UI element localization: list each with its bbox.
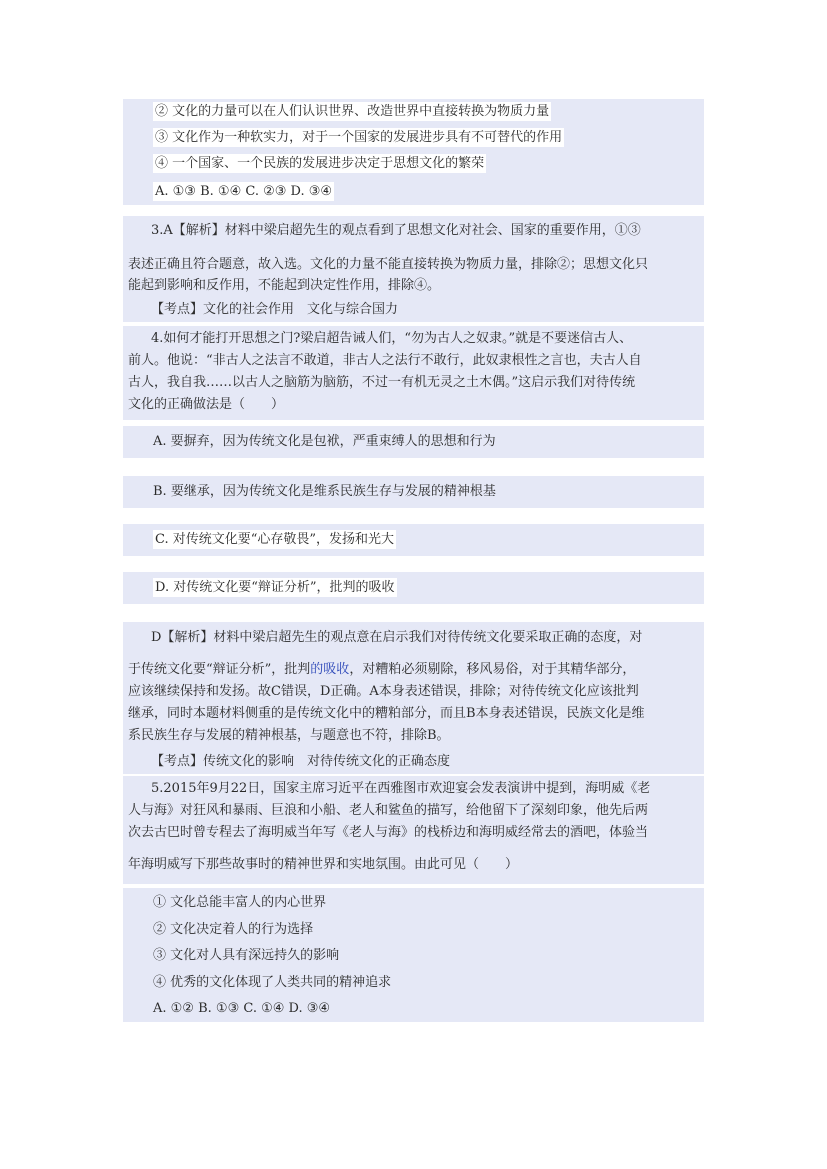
q5-stem-line: 次去古巴时曾专程去了海明威当年写《老人与海》的栈桥边和海明威经常去的酒吧，体验当 [128, 825, 649, 840]
answer-choices: A. ①③ B. ①④ C. ②③ D. ③④ [155, 184, 333, 199]
q4-stem-block [123, 326, 704, 420]
question-options-block [123, 99, 704, 205]
q4-analysis-text: 于传统文化要“辩证分析”，批判 [128, 662, 311, 677]
q5-stem-line: 年海明威写下那些故事时的精神世界和实地氛围。由此可见（ ） [128, 857, 519, 872]
q4-analysis-line: 继承，同时本题材料侧重的是传统文化中的糟粕部分，而且B本身表述错误，民族文化是维 [128, 706, 645, 721]
q5-option-4: ④ 优秀的文化体现了人类共同的精神追求 [153, 975, 392, 990]
q3-analysis-line: 能起到影响和反作用，不能起到决定性作用，排除④。 [128, 278, 441, 293]
q3-analysis-line: 表述正确且符合题意，故入选。文化的力量不能直接转换为物质力量，排除②；思想文化只 [128, 257, 649, 272]
q4-stem-line: 前人。他说：“非古人之法言不敢道，非古人之法行不敢行，此奴隶根性之言也，夫古人自 [128, 353, 642, 368]
q4-option-d-block [123, 572, 704, 604]
option-4: ④ 一个国家、一个民族的发展进步决定于思想文化的繁荣 [155, 156, 485, 171]
q4-analysis-link[interactable]: 的吸收 [310, 662, 350, 677]
q4-stem-line: 古人，我自我……以古人之脑筋为脑筋，不过一有机无灵之土木偶。”这启示我们对待传统 [128, 375, 636, 390]
q5-stem-line: 人与海》对狂风和暴雨、巨浪和小船、老人和鲨鱼的描写，给他留下了深刻印象，他先后两 [128, 803, 649, 818]
q4-analysis-line [128, 661, 704, 679]
q3-analysis-line: 3.A【解析】材料中梁启超先生的观点看到了思想文化对社会、国家的重要作用，①③ [151, 223, 641, 238]
q4-stem-line: 文化的正确做法是（ ） [128, 397, 285, 412]
q5-option-1: ① 文化总能丰富人的内心世界 [153, 895, 327, 910]
q4-stem-line: 4.如何才能打开思想之门?梁启超告诫人们，“勿为古人之奴隶。”就是不要迷信古人、 [151, 331, 633, 346]
q4-option-d: D. 对传统文化要“辩证分析”，批判的吸收 [155, 580, 395, 595]
q4-analysis-line: 系民族生存与发展的精神根基，与题意也不符，排除B。 [128, 728, 450, 743]
q4-kaodian: 【考点】传统文化的影响 对待传统文化的正确态度 [151, 754, 451, 769]
option-3: ③ 文化作为一种软实力，对于一个国家的发展进步具有不可替代的作用 [155, 130, 563, 145]
q4-analysis-text: ，对糟粕必须剔除，移风易俗，对于其精华部分， [349, 662, 636, 677]
q3-analysis-block [123, 216, 704, 322]
option-2: ② 文化的力量可以在人们认识世界、改造世界中直接转换为物质力量 [155, 104, 550, 119]
q5-stem-block [123, 776, 704, 884]
q3-kaodian: 【考点】文化的社会作用 文化与综合国力 [151, 302, 399, 317]
q4-analysis-line: 应该继续保持和发扬。故C错误，D正确。A本身表述错误，排除；对待传统文化应该批判 [128, 684, 639, 699]
q4-analysis-block [123, 622, 704, 774]
q5-option-3: ③ 文化对人具有深远持久的影响 [153, 948, 340, 963]
q4-option-b: B. 要继承，因为传统文化是维系民族生存与发展的精神根基 [153, 484, 496, 499]
q5-answer-choices: A. ①② B. ①③ C. ①④ D. ③④ [153, 1001, 331, 1016]
q5-option-2: ② 文化决定着人的行为选择 [153, 922, 314, 937]
q4-option-c: C. 对传统文化要“心存敬畏”，发扬和光大 [155, 532, 395, 547]
q4-option-a: A. 要摒弃，因为传统文化是包袱，严重束缚人的思想和行为 [153, 434, 496, 449]
q5-options-block [123, 888, 704, 1022]
q5-stem-line: 5.2015年9月22日，国家主席习近平在西雅图市欢迎宴会发表演讲中提到，海明威《老 [151, 781, 651, 796]
q4-option-a-block [123, 426, 704, 458]
q4-option-b-block [123, 476, 704, 508]
q4-option-c-block [123, 524, 704, 556]
q4-analysis-line: D【解析】材料中梁启超先生的观点意在启示我们对待传统文化要采取正确的态度，对 [151, 630, 643, 645]
